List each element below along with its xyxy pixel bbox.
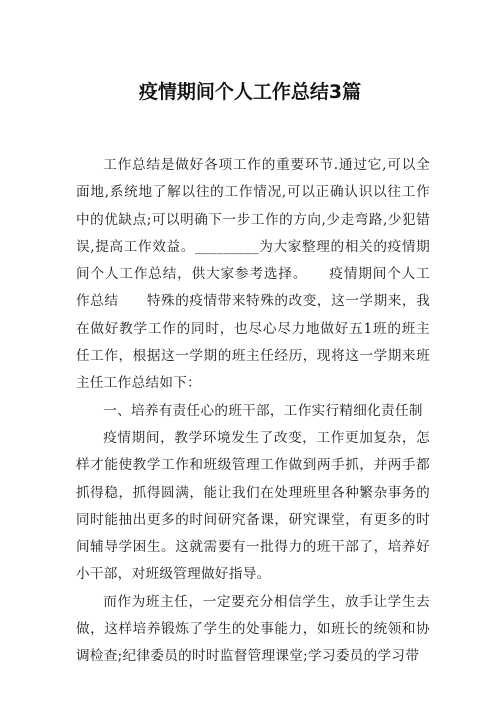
- document-body: [76, 152, 430, 671]
- paragraph-trust-students: 而作为班主任，一定要充分相信学生，放手让学生去做，这样培养锻炼了学生的处事能力，如班长的统领和协调检查;纪律委员的时时监督管理课堂;学习委员的学习带: [76, 593, 430, 665]
- paragraph-intro: 工作总结是做好各项工作的重要环节.通过它,可以全面地,系统地了解以往的工作情况,可以正确认识以往工作中的优缺点;可以明确下一步工作的方向,少走弯路,少犯错误,提高工作效益。_________为大家整理的相关的疫情期间个人工作总结，供大家参考选择。 疫情期间个人工作总结 特殊的疫情带来特殊的改变，这一学期来，我在做好教学工作的同时，也尽心尽力地做好五1班的班主任工作，根据这一学期的班主任经历，现将这一学期来班主任工作总结如下：: [76, 157, 430, 392]
- paragraph-heading-one: 一、培养有责任心的班干部，工作实行精细化责任制: [103, 402, 423, 419]
- paragraph-epidemic-teaching: 疫情期间，教学环境发生了改变，工作更加复杂，怎样才能使教学工作和班级管理工作做到两手抓，并两手都抓得稳，抓得圆满，能让我们在处理班里各种繁杂事务的同时能抽出更多的时间研究备课，研究课堂，有更多的时间辅导学困生。这就需要有一批得力的班干部了，培养好小干部，对班级管理做好指导。: [76, 429, 430, 583]
- document-title: 疫情期间个人工作总结3篇: [138, 81, 362, 103]
